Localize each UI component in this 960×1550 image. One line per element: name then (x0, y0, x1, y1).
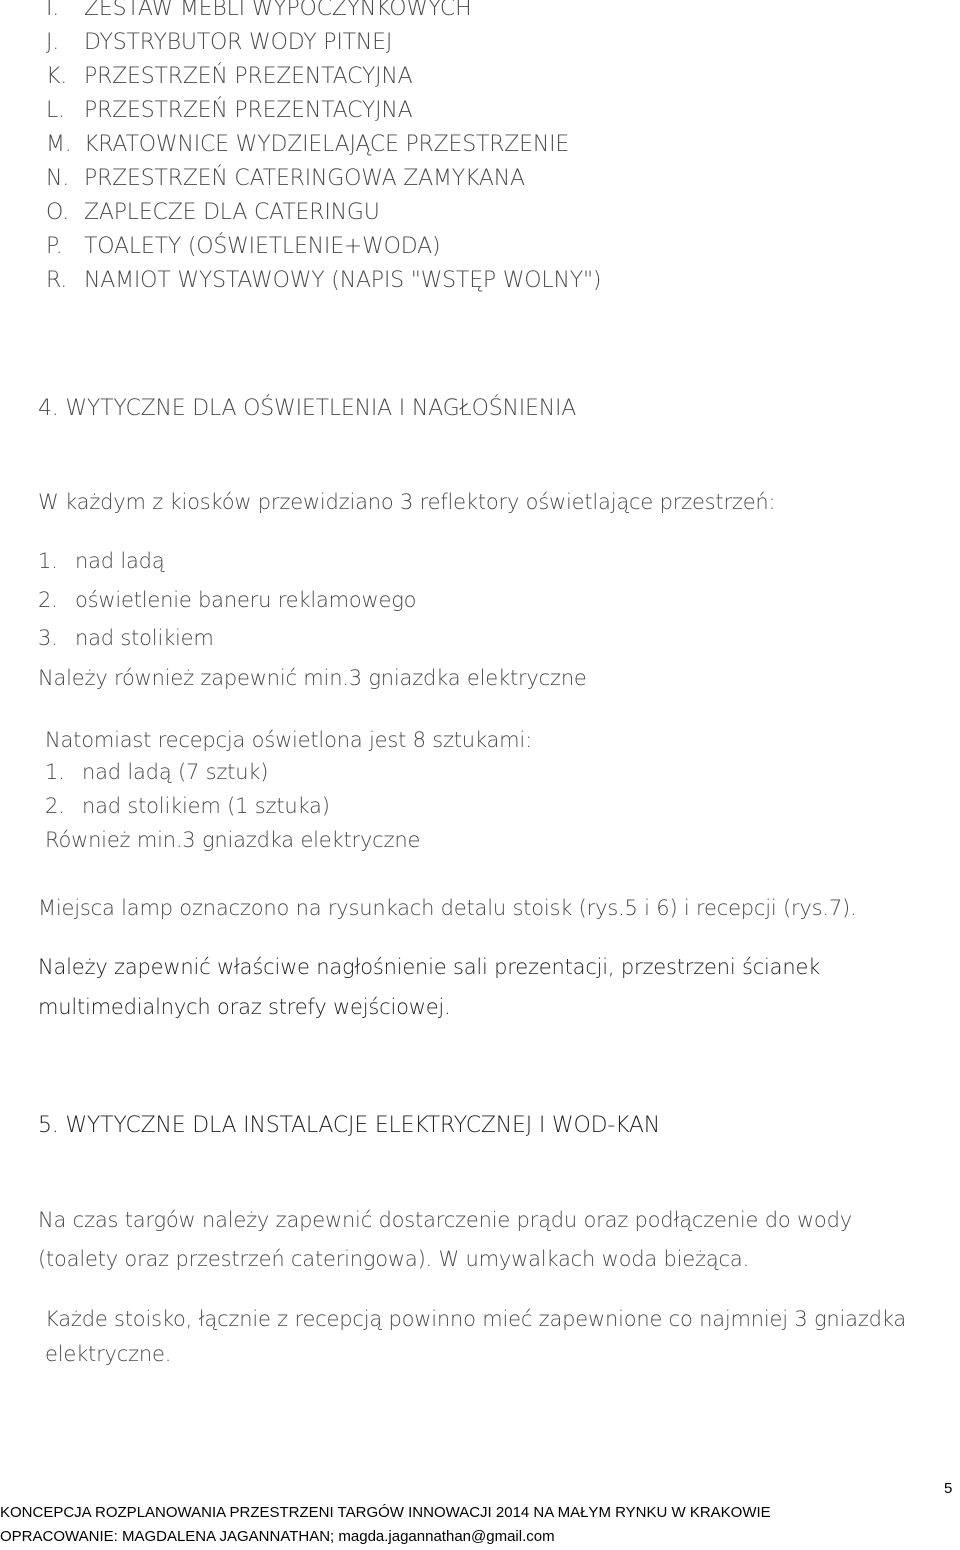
lamps-note: Miejsca lamp oznaczono na rysunkach detalu stoisk (rys.5 i 6) i recepcji (rys.7). (38, 896, 857, 920)
kiosk-intro: W każdym z kiosków przewidziano 3 reflektory oświetlające przestrzeń: (38, 490, 776, 514)
footer-title: KONCEPCJA ROZPLANOWANIA PRZESTRZENI TARGÓW INNOWACJI 2014 NA MAŁYM RYNKU W KRAKOWIE (0, 1504, 771, 1521)
sound-note-line-2: multimedialnych oraz strefy wejściowej. (38, 995, 451, 1019)
kiosk-item: 2. oświetlenie baneru reklamowego (38, 588, 417, 612)
sockets-para-line-2: elektryczne. (45, 1342, 172, 1366)
list-item: O. ZAPLECZE DLA CATERINGU (46, 200, 380, 225)
list-item: J. DYSTRYBUTOR WODY PITNEJ (46, 30, 393, 55)
section-4-heading: 4. WYTYCZNE DLA OŚWIETLENIA I NAGŁOŚNIENIA (38, 396, 577, 421)
reception-item: 2. nad stolikiem (1 sztuka) (45, 794, 330, 818)
section-5-heading: 5. WYTYCZNE DLA INSTALACJE ELEKTRYCZNEJ I WOD-KAN (38, 1113, 661, 1138)
electric-para-line-1: Na czas targów należy zapewnić dostarczenie prądu oraz podłączenie do wody (38, 1208, 852, 1232)
list-item: K. PRZESTRZEŃ PREZENTACYJNA (46, 64, 413, 89)
sockets-para-line-1: Każde stoisko, łącznie z recepcją powinno mieć zapewnione co najmniej 3 gniazdka (45, 1307, 907, 1331)
list-item: I. ZESTAW MEBLI WYPOCZYNKOWYCH (46, 0, 472, 21)
footer-author: OPRACOWANIE: MAGDALENA JAGANNATHAN; magda.jagannathan@gmail.com (0, 1528, 555, 1545)
kiosk-item: 1. nad ladą (38, 549, 165, 573)
list-item: N. PRZESTRZEŃ CATERINGOWA ZAMYKANA (46, 166, 525, 191)
reception-item: 1. nad ladą (7 sztuk) (45, 760, 269, 784)
electric-para-line-2: (toalety oraz przestrzeń cateringowa). W umywalkach woda bieżąca. (38, 1247, 749, 1271)
list-item: L. PRZESTRZEŃ PREZENTACYJNA (46, 98, 413, 123)
reception-intro: Natomiast recepcja oświetlona jest 8 sztukami: (45, 728, 532, 752)
list-item: P. TOALETY (OŚWIETLENIE+WODA) (46, 234, 441, 259)
kiosk-item: 3. nad stolikiem (38, 626, 214, 650)
sound-note-line-1: Należy zapewnić właściwe nagłośnienie sali prezentacji, przestrzeni ścianek (38, 955, 821, 979)
reception-note: Również min.3 gniazdka elektryczne (45, 828, 421, 852)
page-number: 5 (944, 1480, 953, 1497)
list-item: M. KRATOWNICE WYDZIELAJĄCE PRZESTRZENIE (46, 132, 570, 157)
kiosk-note: Należy również zapewnić min.3 gniazdka elektryczne (38, 666, 587, 690)
list-item: R. NAMIOT WYSTAWOWY (NAPIS "WSTĘP WOLNY") (46, 268, 602, 293)
